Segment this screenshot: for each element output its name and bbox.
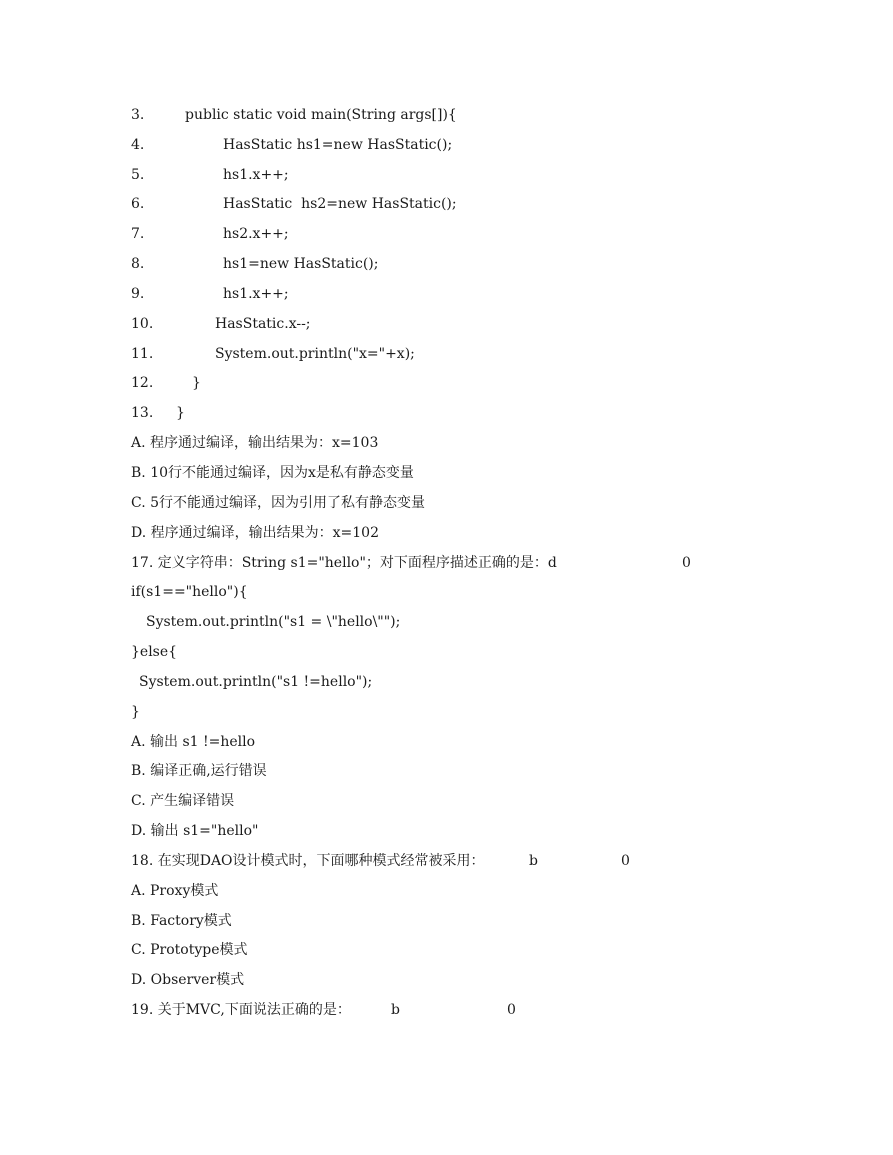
code-line [0,339,415,369]
code-line [0,189,457,219]
code-text: } [192,375,201,391]
answer: b [391,1002,400,1018]
code-text: hs2.x++; [223,226,289,242]
line-number: 10. [131,316,154,332]
question-text: 18. 在实现DAO设计模式时，下面哪种模式经常被采用： [131,853,485,869]
code-line [0,100,457,130]
line-number: 11. [131,346,154,362]
code-text: hs1.x++; [223,286,289,302]
question-19 [0,995,516,1025]
option-a: A. Proxy模式 [131,883,219,899]
answer: b [529,853,538,869]
line-number: 13. [131,405,154,421]
code-text: } [176,405,185,421]
line-number: 5. [131,167,145,183]
code-line: System.out.println("s1 = \"hello\""); [146,614,401,630]
code-text: HasStatic.x--; [215,316,311,332]
line-number: 6. [131,196,145,212]
option-b: B. Factory模式 [131,913,232,929]
option-c: C. 5行不能通过编译，因为引用了私有静态变量 [131,495,426,511]
code-line [0,130,453,160]
code-line [0,249,379,279]
code-text: public static void main(String args[]){ [185,107,457,123]
code-line: } [131,704,140,720]
code-line [0,398,185,428]
option-d: D. 程序通过编译，输出结果为：x=102 [131,525,379,541]
line-number: 9. [131,286,145,302]
option-d: D. 输出 s1="hello" [131,823,259,839]
code-line [0,309,311,339]
option-a: A. 输出 s1 !=hello [131,734,256,750]
question-text: 19. 关于MVC,下面说法正确的是： [131,1002,351,1018]
option-c: C. Prototype模式 [131,942,248,958]
option-b: B. 编译正确,运行错误 [131,763,267,779]
score: 0 [507,1002,516,1018]
question-text: 17. 定义字符串：String s1="hello"；对下面程序描述正确的是：d [131,555,557,571]
option-d: D. Observer模式 [131,972,245,988]
code-text: hs1=new HasStatic(); [223,256,379,272]
option-a: A. 程序通过编译，输出结果为：x=103 [131,435,379,451]
code-text: HasStatic hs2=new HasStatic(); [223,196,457,212]
code-line: System.out.println("s1 !=hello"); [139,674,373,690]
option-b: B. 10行不能通过编译，因为x是私有静态变量 [131,465,414,481]
code-line: if(s1=="hello"){ [131,584,248,600]
code-text: HasStatic hs1=new HasStatic(); [223,137,453,153]
question-17 [0,548,691,578]
code-line [0,219,289,249]
line-number: 8. [131,256,145,272]
line-number: 12. [131,375,154,391]
line-number: 4. [131,137,145,153]
code-text: hs1.x++; [223,167,289,183]
option-c: C. 产生编译错误 [131,793,235,809]
line-number: 3. [131,107,145,123]
code-text: System.out.println("x="+x); [215,346,415,362]
question-18 [0,846,630,876]
code-line [0,368,201,398]
line-number: 7. [131,226,145,242]
code-line [0,160,289,190]
code-line: }else{ [131,644,178,660]
score: 0 [682,555,691,571]
code-line [0,279,289,309]
score: 0 [621,853,630,869]
